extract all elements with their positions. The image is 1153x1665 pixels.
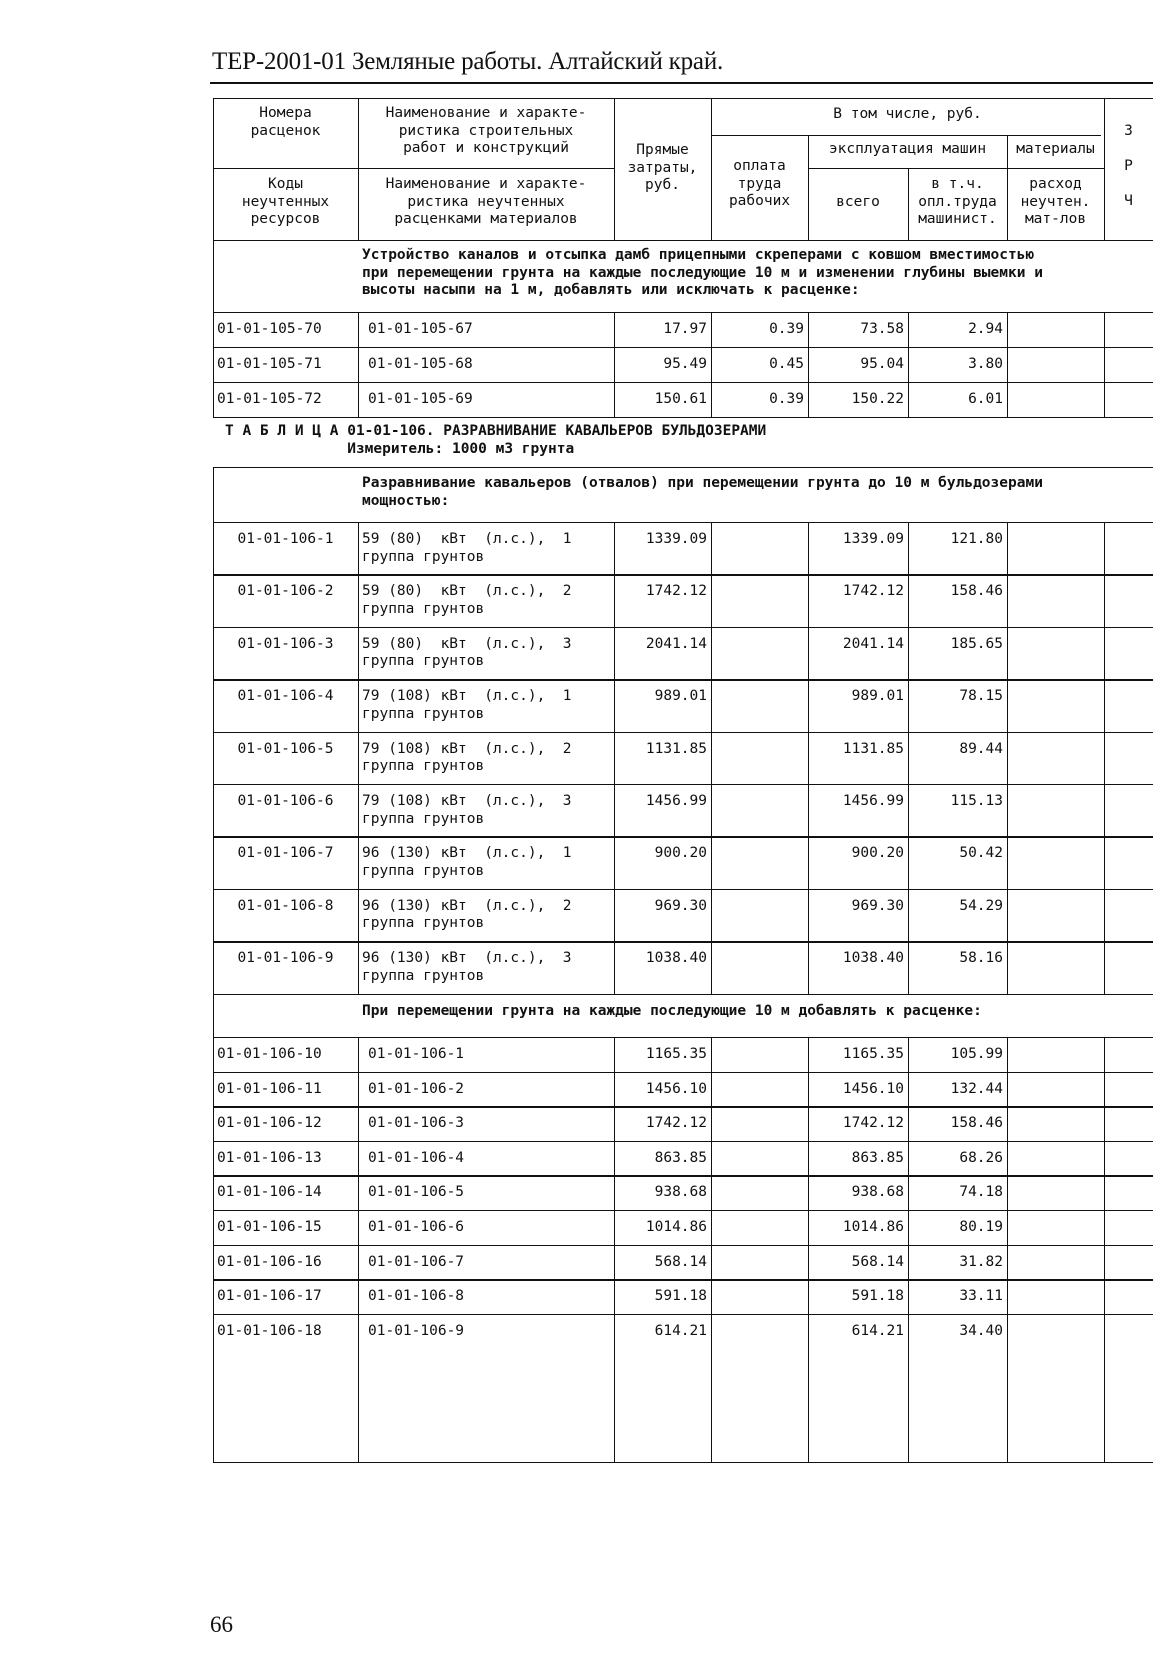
machines-cost: 1339.09: [842, 531, 904, 547]
v-rule: [711, 1314, 712, 1349]
v-rule: [1007, 1245, 1008, 1280]
direct-cost: 614.21: [654, 1322, 707, 1339]
v-rule: [213, 382, 214, 417]
labor-cost: 0.45: [769, 356, 804, 372]
section2-heading: Разравнивание кавальеров (отвалов) при перемещении грунта до 10 м бульдозерами мощностью:: [362, 475, 1043, 509]
v-rule: [1104, 1348, 1105, 1462]
v-rule: [1104, 836, 1105, 888]
machines-cost: 2041.14: [842, 635, 904, 652]
v-rule: [358, 784, 359, 836]
rate-name: 01-01-106-3: [368, 1115, 465, 1132]
v-rule: [358, 1141, 359, 1176]
v-rule: [1007, 1106, 1008, 1141]
rate-code: 01-01-105-70: [217, 321, 322, 337]
v-rule: [711, 941, 712, 993]
rate-name: 96 (130) кВт (л.с.), 1 группа грунтов: [362, 845, 572, 879]
v-rule: [213, 1141, 214, 1176]
section1-heading: Устройство каналов и отсыпка дамб прицепными скреперами с ковшом вместимостью при перемещении грунта на каждые последующие 10 м и изменении глубины выемки и высоты насыпи на 1 м, добавлять или исключать к расценке:: [362, 247, 1043, 298]
v-rule: [1104, 1279, 1105, 1314]
direct-cost: 591.18: [654, 1288, 707, 1305]
v-rule: [711, 1279, 712, 1314]
rate-name: 79 (108) кВт (л.с.), 1 группа грунтов: [362, 688, 572, 722]
v-rule: [358, 1072, 359, 1107]
v-rule: [711, 1245, 712, 1280]
v-rule: [1104, 1314, 1105, 1349]
v-rule: [1007, 347, 1008, 382]
v-rule: [711, 627, 712, 679]
machinists-cost: 31.82: [959, 1253, 1003, 1270]
v-rule: [1007, 941, 1008, 993]
v-rule: [213, 1348, 214, 1462]
v-rule: [1007, 382, 1008, 417]
rate-name: 59 (80) кВт (л.с.), 2 группа грунтов: [362, 583, 572, 617]
h-rule: [213, 889, 1153, 890]
labor-cost: 0.39: [769, 391, 804, 407]
v-rule: [358, 836, 359, 888]
v-rule: [358, 1037, 359, 1072]
v-rule: [1104, 574, 1105, 626]
h-rule: [213, 1037, 1153, 1038]
v-rule: [213, 1245, 214, 1280]
rate-name: 01-01-106-1: [368, 1046, 465, 1062]
v-rule: [1007, 1037, 1008, 1072]
v-rule: [213, 1072, 214, 1107]
v-rule: [1104, 889, 1105, 941]
direct-cost: 969.30: [654, 897, 707, 914]
v-rule: [358, 941, 359, 993]
v-rule: [1104, 522, 1105, 574]
table-title: Т А Б Л И Ц А 01-01-106. РАЗРАВНИВАНИЕ КАВАЛЬЕРОВ БУЛЬДОЗЕРАМИ Измеритель: 1000 м3 грунта: [225, 423, 767, 457]
v-rule: [1104, 1245, 1105, 1280]
h-rule: [213, 1175, 1153, 1176]
h-rule: [213, 732, 1153, 733]
v-rule: [213, 347, 214, 382]
h-rule: [213, 1462, 1153, 1463]
v-rule: [1007, 784, 1008, 836]
v-rule: [1104, 1175, 1105, 1210]
v-rule: [358, 889, 359, 941]
rate-code: 01-01-106-16: [217, 1253, 322, 1270]
rate-name: 01-01-106-8: [368, 1288, 465, 1305]
v-rule: [711, 784, 712, 836]
machinists-cost: 89.44: [959, 740, 1003, 757]
v-rule: [1007, 1210, 1008, 1245]
header-vsego: всего: [836, 194, 880, 210]
header-kody: Коды неучтенных ресурсов: [241, 176, 330, 227]
machines-cost: 1742.12: [842, 583, 904, 600]
rate-code: 01-01-105-71: [217, 356, 322, 372]
v-rule: [213, 1037, 214, 1072]
machinists-cost: 2.94: [968, 321, 1003, 337]
direct-cost: 1742.12: [645, 1115, 707, 1132]
header-naimenovanie2: Наименование и характе- ристика неучтенных расценками материалов: [385, 176, 587, 227]
machines-cost: 95.04: [860, 356, 904, 372]
v-rule: [1104, 1210, 1105, 1245]
page-number: 66: [210, 1612, 233, 1637]
rate-code: 01-01-106-10: [217, 1046, 322, 1062]
machinists-cost: 34.40: [959, 1322, 1003, 1339]
v-rule: [213, 1175, 214, 1210]
rate-name: 79 (108) кВт (л.с.), 2 группа грунтов: [362, 740, 572, 775]
labor-cost: 0.39: [769, 321, 804, 337]
h-rule: [213, 1141, 1153, 1142]
v-rule: [1007, 574, 1008, 626]
h-rule: [213, 1210, 1153, 1211]
direct-cost: 1742.12: [645, 583, 707, 600]
machines-cost: 1456.10: [842, 1080, 904, 1097]
v-rule: [358, 627, 359, 679]
h-rule: [808, 168, 1104, 169]
v-rule: [1007, 1072, 1008, 1107]
h-rule: [213, 98, 1153, 99]
v-rule: [1007, 627, 1008, 679]
v-rule: [213, 240, 214, 312]
v-rule: [1104, 941, 1105, 993]
header-oplata: оплата труда рабочих: [728, 158, 791, 209]
rate-code: 01-01-106-6: [237, 793, 334, 809]
h-rule: [213, 1072, 1153, 1073]
v-rule: [1007, 1175, 1008, 1210]
v-rule: [1007, 889, 1008, 941]
direct-cost: 1038.40: [645, 950, 707, 967]
v-rule: [614, 1348, 615, 1462]
machinists-cost: 105.99: [950, 1046, 1003, 1062]
h-rule: [213, 168, 614, 169]
v-rule: [1104, 1072, 1105, 1107]
rate-name: 59 (80) кВт (л.с.), 1 группа грунтов: [362, 531, 572, 565]
direct-cost: 863.85: [654, 1149, 707, 1166]
v-rule: [711, 889, 712, 941]
v-rule: [711, 1348, 712, 1462]
machines-cost: 1456.99: [842, 793, 904, 809]
v-rule: [213, 1314, 214, 1349]
machinists-cost: 158.46: [950, 583, 1003, 600]
h-rule: [213, 994, 1153, 995]
v-rule: [711, 836, 712, 888]
v-rule: [213, 1279, 214, 1314]
header-pryamye: Прямые затраты, руб.: [627, 142, 698, 193]
v-rule: [1104, 679, 1105, 731]
direct-cost: 989.01: [654, 688, 707, 705]
v-rule: [358, 574, 359, 626]
v-rule: [1104, 627, 1105, 679]
h-rule: [213, 522, 1153, 523]
machines-cost: 938.68: [851, 1184, 904, 1201]
h-rule: [213, 1245, 1153, 1246]
v-rule: [808, 1348, 809, 1462]
h-rule: [213, 1314, 1153, 1315]
v-rule: [711, 1106, 712, 1141]
rate-name: 01-01-106-7: [368, 1253, 465, 1270]
rate-code: 01-01-106-9: [237, 950, 334, 967]
machines-cost: 614.21: [851, 1322, 904, 1339]
rate-name: 01-01-106-6: [368, 1219, 465, 1235]
direct-cost: 1014.86: [645, 1219, 707, 1235]
v-rule: [711, 1141, 712, 1176]
rate-name: 01-01-106-9: [368, 1322, 465, 1339]
header-nomera: Номера расценок: [250, 105, 321, 139]
direct-cost: 95.49: [663, 356, 707, 372]
direct-cost: 568.14: [654, 1253, 707, 1270]
rate-name: 01-01-105-69: [368, 391, 473, 407]
header-opl-mash: в т.ч. опл.труда машинист.: [918, 176, 997, 227]
v-rule: [358, 1245, 359, 1280]
machines-cost: 1038.40: [842, 950, 904, 967]
direct-cost: 1456.10: [645, 1080, 707, 1097]
v-rule: [358, 679, 359, 731]
v-rule: [711, 1037, 712, 1072]
rate-code: 01-01-105-72: [217, 391, 322, 407]
machines-cost: 900.20: [851, 845, 904, 862]
header-cut-column: З Р Ч: [1124, 123, 1133, 209]
v-rule: [358, 1175, 359, 1210]
v-rule: [711, 732, 712, 784]
v-rule: [358, 382, 359, 417]
machines-cost: 863.85: [851, 1149, 904, 1166]
v-rule: [1007, 836, 1008, 888]
machinists-cost: 74.18: [959, 1184, 1003, 1201]
machinists-cost: 158.46: [950, 1115, 1003, 1132]
h-rule: [213, 836, 1153, 837]
v-rule: [711, 522, 712, 574]
machinists-cost: 3.80: [968, 356, 1003, 372]
v-rule: [711, 1210, 712, 1245]
machinists-cost: 50.42: [959, 845, 1003, 862]
machines-cost: 989.01: [851, 688, 904, 705]
rate-name: 96 (130) кВт (л.с.), 2 группа грунтов: [362, 897, 572, 932]
h-rule: [711, 135, 1101, 136]
v-rule: [1007, 522, 1008, 574]
v-rule: [908, 1348, 909, 1462]
machines-cost: 1014.86: [842, 1219, 904, 1235]
machinists-cost: 33.11: [959, 1288, 1003, 1305]
rate-code: 01-01-106-18: [217, 1322, 322, 1339]
rate-code: 01-01-106-8: [237, 897, 334, 914]
header-v-tom-chisle: В том числе, руб.: [833, 106, 982, 122]
rate-code: 01-01-106-11: [217, 1080, 322, 1097]
v-rule: [1007, 1348, 1008, 1462]
v-rule: [1007, 1314, 1008, 1349]
v-rule: [358, 347, 359, 382]
machines-cost: 150.22: [851, 391, 904, 407]
rate-code: 01-01-106-3: [237, 635, 334, 652]
v-rule: [1007, 679, 1008, 731]
machinists-cost: 6.01: [968, 391, 1003, 407]
v-rule: [213, 1106, 214, 1141]
v-rule: [711, 1072, 712, 1107]
direct-cost: 1165.35: [645, 1046, 707, 1062]
v-rule: [358, 732, 359, 784]
machinists-cost: 185.65: [950, 635, 1003, 652]
direct-cost: 900.20: [654, 845, 707, 862]
h-rule: [213, 312, 1153, 313]
header-materialy: материалы: [1016, 141, 1095, 157]
section3-heading: При перемещении грунта на каждые последующие 10 м добавлять к расценке:: [362, 1002, 982, 1019]
header-rule: [210, 82, 1153, 84]
v-rule: [1104, 1037, 1105, 1072]
header-raskhod: расход неучтен. мат-лов: [1020, 176, 1091, 227]
v-rule: [1104, 1106, 1105, 1141]
machinists-cost: 80.19: [959, 1219, 1003, 1235]
rate-name: 01-01-105-68: [368, 356, 473, 372]
direct-cost: 17.97: [663, 321, 707, 337]
machines-cost: 73.58: [860, 321, 904, 337]
running-head: ТЕР-2001-01 Земляные работы. Алтайский край.: [212, 48, 724, 75]
machinists-cost: 58.16: [959, 950, 1003, 967]
machines-cost: 568.14: [851, 1253, 904, 1270]
machinists-cost: 68.26: [959, 1149, 1003, 1166]
v-rule: [358, 1210, 359, 1245]
rate-code: 01-01-106-12: [217, 1115, 322, 1132]
machinists-cost: 78.15: [959, 688, 1003, 705]
v-rule: [1104, 784, 1105, 836]
v-rule: [711, 574, 712, 626]
machines-cost: 1742.12: [842, 1115, 904, 1132]
rate-name: 01-01-106-5: [368, 1184, 465, 1201]
v-rule: [358, 312, 359, 347]
direct-cost: 2041.14: [645, 635, 707, 652]
rate-name: 01-01-106-4: [368, 1149, 465, 1166]
direct-cost: 1456.99: [645, 793, 707, 809]
v-rule: [711, 679, 712, 731]
rate-code: 01-01-106-17: [217, 1288, 322, 1305]
h-rule: [213, 382, 1153, 383]
v-rule: [213, 1210, 214, 1245]
h-rule: [213, 240, 1153, 241]
machines-cost: 1165.35: [842, 1046, 904, 1062]
v-rule: [358, 1106, 359, 1141]
v-rule: [1104, 312, 1105, 347]
v-rule: [358, 1348, 359, 1462]
h-rule: [213, 627, 1153, 628]
v-rule: [358, 522, 359, 574]
machines-cost: 969.30: [851, 897, 904, 914]
v-rule: [1104, 347, 1105, 382]
direct-cost: 150.61: [654, 391, 707, 407]
rate-code: 01-01-106-7: [237, 845, 334, 862]
h-rule: [213, 347, 1153, 348]
machines-cost: 591.18: [851, 1288, 904, 1305]
v-rule: [213, 467, 214, 522]
rate-code: 01-01-106-13: [217, 1149, 322, 1166]
direct-cost: 938.68: [654, 1184, 707, 1201]
v-rule: [1104, 732, 1105, 784]
rate-name: 59 (80) кВт (л.с.), 3 группа грунтов: [362, 635, 572, 670]
h-rule: [213, 574, 1153, 575]
h-rule: [213, 679, 1153, 680]
rate-code: 01-01-106-2: [237, 583, 334, 600]
rate-code: 01-01-106-5: [237, 740, 334, 757]
h-rule: [213, 941, 1153, 942]
machines-cost: 1131.85: [842, 740, 904, 757]
v-rule: [1104, 382, 1105, 417]
v-rule: [1007, 1141, 1008, 1176]
h-rule: [213, 467, 1153, 468]
h-rule: [213, 417, 1153, 418]
h-rule: [213, 1279, 1153, 1280]
header-naimenovanie: Наименование и характе- ристика строительных работ и конструкций: [385, 105, 587, 156]
v-rule: [358, 1279, 359, 1314]
v-rule: [213, 312, 214, 347]
direct-cost: 1339.09: [645, 531, 707, 547]
rate-code: 01-01-106-14: [217, 1184, 322, 1201]
rate-name: 01-01-105-67: [368, 321, 473, 337]
v-rule: [1007, 732, 1008, 784]
h-rule: [213, 784, 1153, 785]
rate-code: 01-01-106-4: [237, 688, 334, 705]
h-rule: [213, 1106, 1153, 1107]
rate-name: 01-01-106-2: [368, 1080, 465, 1097]
rate-name: 79 (108) кВт (л.с.), 3 группа грунтов: [362, 793, 572, 827]
header-ekspluatatsiya: эксплуатация машин: [828, 141, 987, 157]
v-rule: [1104, 1141, 1105, 1176]
rate-name: 96 (130) кВт (л.с.), 3 группа грунтов: [362, 950, 572, 984]
machinists-cost: 121.80: [950, 531, 1003, 547]
rate-code: 01-01-106-1: [237, 531, 334, 547]
v-rule: [358, 1314, 359, 1349]
v-rule: [1007, 1279, 1008, 1314]
machinists-cost: 132.44: [950, 1080, 1003, 1097]
v-rule: [1007, 312, 1008, 347]
machinists-cost: 115.13: [950, 793, 1003, 809]
rate-code: 01-01-106-15: [217, 1219, 322, 1235]
v-rule: [213, 994, 214, 1037]
machinists-cost: 54.29: [959, 897, 1003, 914]
v-rule: [711, 1175, 712, 1210]
direct-cost: 1131.85: [645, 740, 707, 757]
